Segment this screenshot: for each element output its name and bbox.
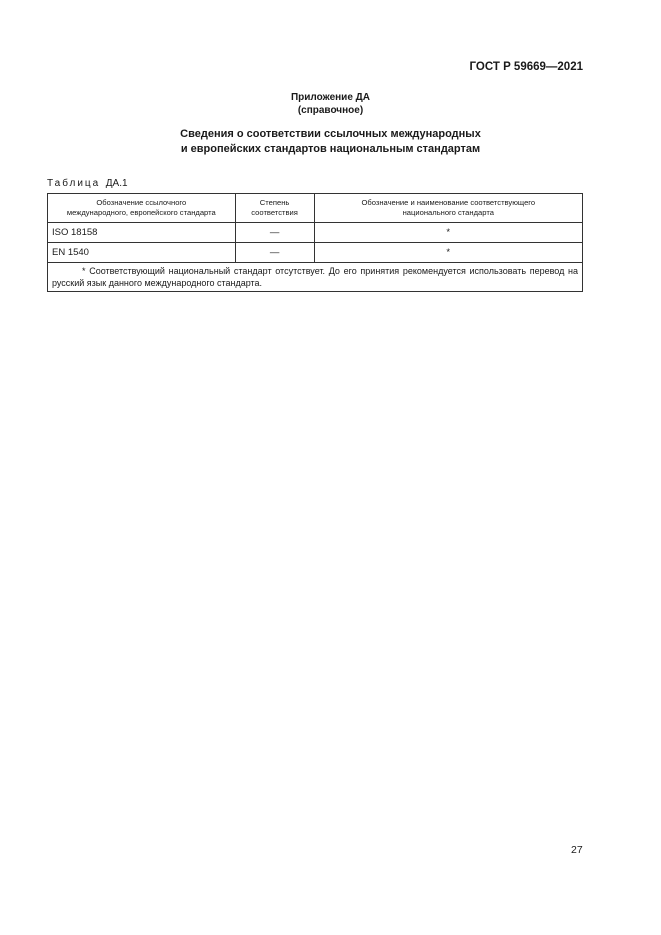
- table-caption-number: ДА.1: [105, 178, 128, 189]
- header-text: Обозначение и наименование соответствующего: [361, 198, 536, 207]
- table-caption: [47, 178, 128, 189]
- header-reference-standard: [48, 194, 236, 223]
- page-number: 27: [571, 844, 583, 856]
- section-title-line-1: Сведения о соответствии ссылочных международных: [180, 128, 481, 140]
- footnote-text: * Соответствующий национальный стандарт отсутствует. До его принятия рекомендуется использовать перевод на русский язык данного международного стандарта.: [52, 266, 578, 288]
- cell-degree: —: [235, 223, 314, 243]
- table-row: [48, 223, 583, 243]
- table-caption-label: Таблица: [47, 178, 101, 189]
- table-footnote-row: [48, 263, 583, 292]
- section-heading: [0, 127, 661, 157]
- header-text: международного, европейского стандарта: [66, 208, 216, 217]
- header-text: национального стандарта: [402, 208, 494, 217]
- table-row: [48, 243, 583, 263]
- appendix-heading: [0, 91, 661, 117]
- table-footnote: [48, 263, 583, 292]
- header-text: соответствия: [251, 208, 298, 217]
- cell-standard: ISO 18158: [48, 223, 236, 243]
- appendix-subtitle: (справочное): [297, 105, 364, 116]
- header-text: Степень: [259, 198, 290, 207]
- appendix-title: Приложение ДА: [290, 92, 371, 103]
- cell-standard: EN 1540: [48, 243, 236, 263]
- table-header-row: [48, 194, 583, 223]
- header-text: Обозначение ссылочного: [96, 198, 187, 207]
- document-code: ГОСТ Р 59669—2021: [469, 61, 583, 73]
- cell-degree: —: [235, 243, 314, 263]
- correspondence-table: [47, 193, 583, 292]
- cell-national: *: [314, 223, 582, 243]
- header-degree-of-correspondence: [235, 194, 314, 223]
- header-national-standard: [314, 194, 582, 223]
- cell-national: *: [314, 243, 582, 263]
- section-title-line-2: и европейских стандартов национальным стандартам: [180, 143, 481, 155]
